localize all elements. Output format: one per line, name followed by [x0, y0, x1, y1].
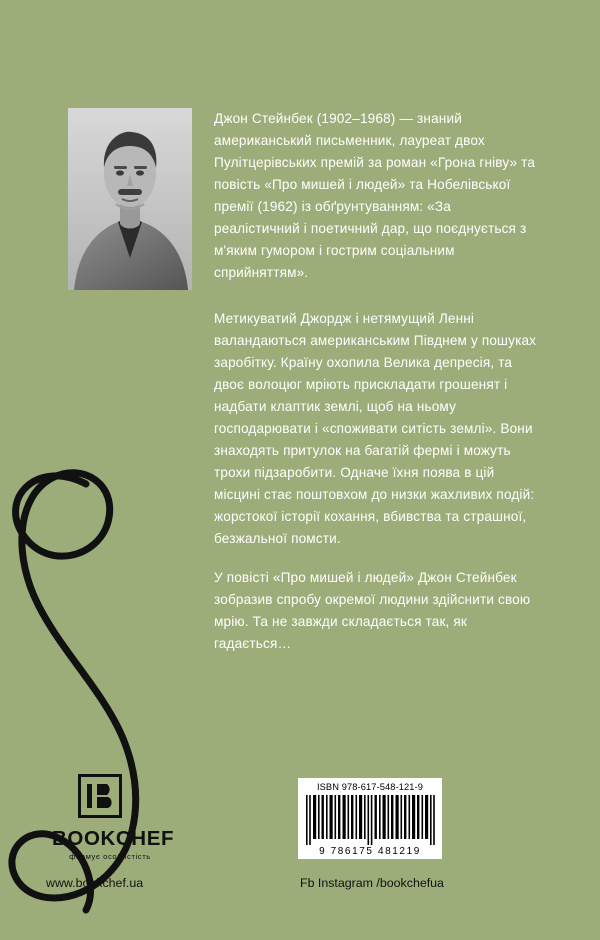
author-bio: [214, 108, 538, 284]
barcode-block: [298, 778, 442, 859]
author-bio-text: Джон Стейнбек (1902–1968) — знаний американський письменник, лауреат двох Пулітцерівських премій за роман «Грона гніву» та повість «Про мишей і людей» та Нобелівської премії (1962) із обґрунтуванням: «За реалістичний і поетичний дар, що поєднується з м'яким гумором і гострим соціальним сприйняттям».: [214, 111, 536, 281]
publisher-name: BOOKCHEF: [52, 827, 175, 850]
publisher-block: [52, 774, 202, 861]
social-handles[interactable]: Fb Instagram /bookchefua: [300, 876, 444, 890]
bookchef-monogram-icon: [78, 774, 122, 818]
blurb-paragraph-2: У повісті «Про мишей і людей» Джон Стейнбек зобразив спробу окремої людини здійснити свою мрію. Та не завжди складається так, як гадається…: [214, 570, 531, 652]
portrait-image: [68, 108, 192, 290]
publisher-website[interactable]: www.bookchef.ua: [46, 876, 144, 890]
blurb: [214, 308, 538, 655]
decorative-squiggle: [0, 440, 250, 940]
author-portrait: [68, 108, 192, 290]
author-block: [68, 108, 538, 290]
isbn-label: ISBN 978-617-548-121-9: [316, 782, 424, 792]
publisher-tagline: формує особистість: [69, 852, 151, 861]
barcode-digits: 9 786175 481219: [319, 846, 421, 857]
blurb-paragraph-1: Метикуватий Джордж і нетямущий Ленні валандаються американським Півднем у пошуках заробітку. Країну охопила Велика депресія, та двоє волоцюг мріють прискладати грошенят і надбати клаптик землі, щоб на ньому господарювати і «споживати ситість землі». Вони знаходять притулок на багатій фермі і можуть трохи підзаробити. Одначе їхня поява в цій місцині стає поштовхом до низки жахливих подій: жорстокої історії кохання, вбивства та страшної, безжальної помсти.: [214, 311, 537, 547]
barcode-bars: [304, 795, 436, 845]
